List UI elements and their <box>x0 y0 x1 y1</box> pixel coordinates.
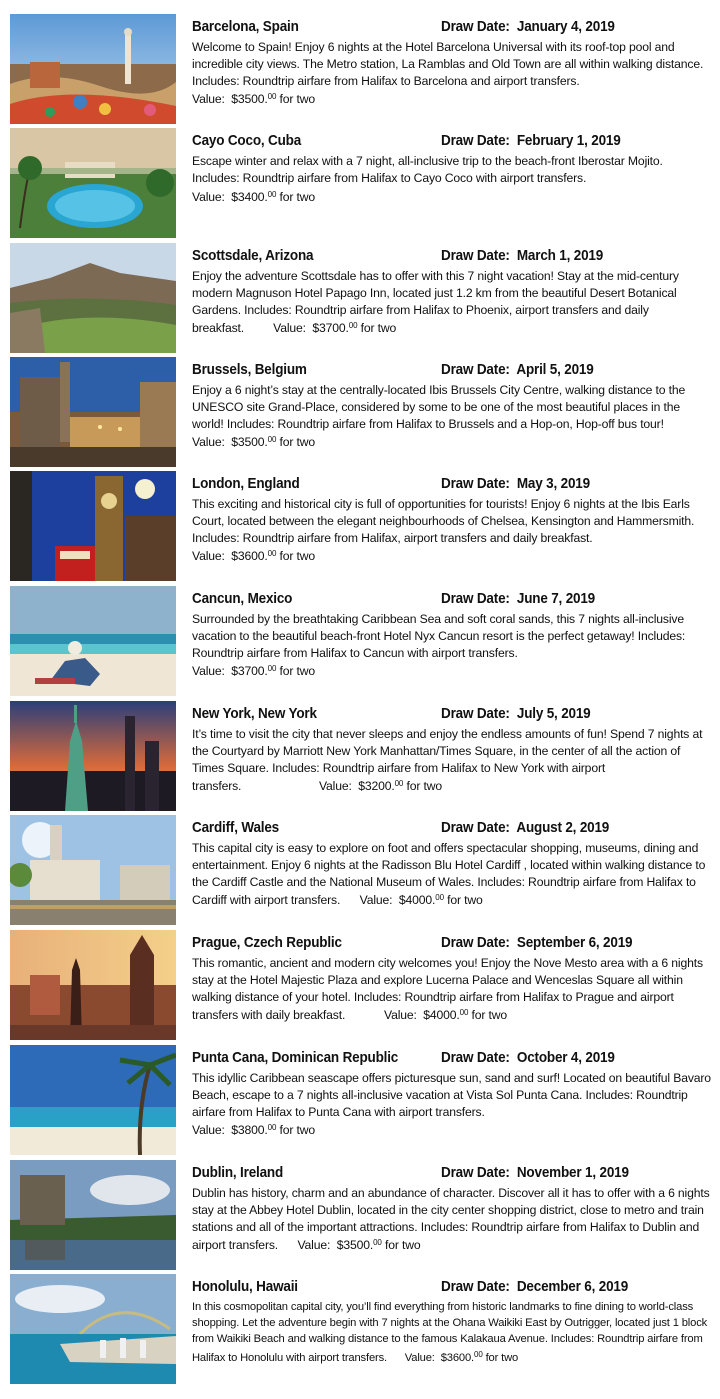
punta-cana-photo <box>10 1045 176 1155</box>
trip-value: Value: $3500.00 for two <box>297 1238 421 1253</box>
trip-value: Value: $3200.00 for two <box>318 779 443 794</box>
trip-cayo-coco <box>0 128 720 242</box>
trip-description: This romantic, ancient and modern city welcomes you! Enjoy the Nove Mesto area with a 6 nights stay at the Hotel Majestic Plaza and explore Lucerna Palace and Wenceslas Square all within walking distance of your hotel. Includes: Roundtrip airfare from Halifax to Prague and airport transfers with daily breakfast. <box>192 956 703 1023</box>
trip-value: Value: $3600.00 for two <box>192 549 316 564</box>
trip-city: Barcelona, Spain <box>192 18 299 35</box>
trip-description: It’s time to visit the city that never sleeps and enjoy the endless amounts of fun! Spend 7 nights at the Courtyard by Marriott New York Manhattan/Times Square, in the center of all the action of Times Square. Includes: Roundtrip airfare from Halifax to New York with airport transfers. <box>192 727 703 794</box>
trip-draw-date: Draw Date: September 6, 2019 <box>441 934 633 951</box>
trip-value: Value: $3700.00 for two <box>273 321 397 336</box>
trip-city: Honolulu, Hawaii <box>192 1278 298 1295</box>
trip-city: New York, New York <box>192 705 317 722</box>
trip-city: Cardiff, Wales <box>192 819 280 836</box>
trip-description: This capital city is easy to explore on foot and offers spectacular shopping, museums, dining and entertainment. Enjoy 6 nights at the Radisson Blu Hotel Cardiff , located within walking distance to the Cardiff Castle and the National Museum of Wales. Includes: Roundtrip airfare from Halifax to Cardiff with airport transfers. <box>192 841 706 908</box>
trip-draw-date: Draw Date: February 1, 2019 <box>441 132 621 149</box>
trip-draw-date: Draw Date: October 4, 2019 <box>441 1049 615 1066</box>
honolulu-photo <box>10 1274 176 1384</box>
trip-draw-date: Draw Date: July 5, 2019 <box>441 705 591 722</box>
scottsdale-photo <box>10 243 176 353</box>
trip-city: Cancun, Mexico <box>192 590 293 607</box>
prague-photo <box>10 930 176 1040</box>
trip-draw-date: Draw Date: November 1, 2019 <box>441 1164 629 1181</box>
trip-draw-date: Draw Date: March 1, 2019 <box>441 247 604 264</box>
trip-scottsdale <box>0 243 720 357</box>
trip-description: In this cosmopolitan capital city, you’ll find everything from historic landmarks to fine dining to world-class shopping. Let the adventure begin with 7 nights at the Ohana Waikiki East by Outrigger, located just 1 block from Waikiki Beach and walking distance to the famous Kalakaua Avenue. Includes: Roundtrip airfare from Halifax to Honolulu with airport transfers. <box>192 1301 708 1364</box>
cancun-photo <box>10 586 176 696</box>
trip-dublin <box>0 1160 720 1274</box>
london-photo <box>10 471 176 581</box>
trip-punta-cana <box>0 1045 720 1159</box>
trip-value: Value: $3800.00 for two <box>192 1123 316 1138</box>
trip-city: Cayo Coco, Cuba <box>192 132 302 149</box>
trip-description: This idyllic Caribbean seascape offers picturesque sun, sand and surf! Located on beautiful Bavaro Beach, escape to a 7 nights all-inclusive vacation at Vista Sol Punta Cana. Includes: Roundtrip airfare from Halifax to Punta Cana with airport transfers. <box>192 1071 711 1119</box>
trip-description: Dublin has history, charm and an abundance of character. Discover all it has to offer with a 6 nights stay at the Abbey Hotel Dublin, located in the city center shopping district, close to metro and train stations and all of the important attractions. Includes: Roundtrip airfare from Halifax to Dublin and airport transfers. <box>192 1186 710 1253</box>
trip-cardiff <box>0 815 720 929</box>
trip-draw-date: Draw Date: May 3, 2019 <box>441 475 590 492</box>
trip-draw-date: Draw Date: June 7, 2019 <box>441 590 596 607</box>
trip-draw-date: Draw Date: January 4, 2019 <box>441 18 615 35</box>
trip-description: Welcome to Spain! Enjoy 6 nights at the Hotel Barcelona Universal with its roof-top pool and incredible city views. The Metro station, La Ramblas and Old Town are all within walking distance. Includes: Roundtrip airfare from Halifax to Barcelona and airport transfers. <box>192 40 704 88</box>
trip-description: This exciting and historical city is full of opportunities for tourists! Enjoy 6 nights at the Ibis Earls Court, located between the elegant neighbourhoods of Chelsea, Kensington and Hammersmith. Includes: Roundtrip airfare from Halifax, airport transfers and daily breakfast. <box>192 497 695 545</box>
barcelona-photo <box>10 14 176 124</box>
trip-value: Value: $3500.00 for two <box>192 435 316 450</box>
trip-london <box>0 471 720 585</box>
cardiff-photo <box>10 815 176 925</box>
trip-city: Scottsdale, Arizona <box>192 247 314 264</box>
trip-city: Punta Cana, Dominican Republic <box>192 1049 399 1066</box>
trip-honolulu <box>0 1274 720 1388</box>
trip-city: Prague, Czech Republic <box>192 934 342 951</box>
trip-description: Enjoy the adventure Scottsdale has to offer with this 7 night vacation! Stay at the mid-century modern Magnuson Hotel Papago Inn, located just 1.2 km from the beautiful Desert Botanical Gardens. Includes: Roundtrip airfare from Halifax to Phoenix, airport transfers and daily breakfast. <box>192 269 679 336</box>
trip-draw-date: Draw Date: December 6, 2019 <box>441 1278 629 1295</box>
trip-description: Enjoy a 6 night’s stay at the centrally-located Ibis Brussels City Centre, walking distance to the UNESCO site Grand-Place, considered by some to be one of the most beautiful places in the world! Includes: Roundtrip airfare from Halifax to Brussels and a Hop-on, Hop-off bus tour! <box>192 383 686 431</box>
trip-city: Brussels, Belgium <box>192 361 307 378</box>
trip-description: Escape winter and relax with a 7 night, all-inclusive trip to the beach-front Iberostar Mojito. Includes: Roundtrip airfare from Halifax to Cayo Coco with airport transfers. <box>192 154 663 185</box>
trip-prague <box>0 930 720 1044</box>
new-york-photo <box>10 701 176 811</box>
trip-city: London, England <box>192 475 300 492</box>
trip-value: Value: $3400.00 for two <box>192 189 316 204</box>
dublin-photo <box>10 1160 176 1270</box>
brussels-photo <box>10 357 176 467</box>
trip-value: Value: $4000.00 for two <box>384 1008 508 1023</box>
cayo-coco-photo <box>10 128 176 238</box>
trip-value: Value: $3600.00 for two <box>404 1350 519 1364</box>
trip-draw-date: Draw Date: April 5, 2019 <box>441 361 594 378</box>
trip-value: Value: $3500.00 for two <box>192 92 316 107</box>
trip-description: Surrounded by the breathtaking Caribbean Sea and soft coral sands, this 7 nights all-inclusive vacation to the beautiful beach-front Hotel Nyx Cancun resort is the perfect getaway! Includes: Roundtrip airfare from Halifax to Cancun with airport transfers. <box>192 612 686 660</box>
trip-city: Dublin, Ireland <box>192 1164 284 1181</box>
trip-value: Value: $4000.00 for two <box>359 893 483 908</box>
trip-draw-date: Draw Date: August 2, 2019 <box>441 819 610 836</box>
trip-brussels <box>0 357 720 471</box>
trip-cancun <box>0 586 720 700</box>
trip-new-york <box>0 701 720 815</box>
trip-barcelona <box>0 14 720 128</box>
trip-value: Value: $3700.00 for two <box>192 664 316 679</box>
